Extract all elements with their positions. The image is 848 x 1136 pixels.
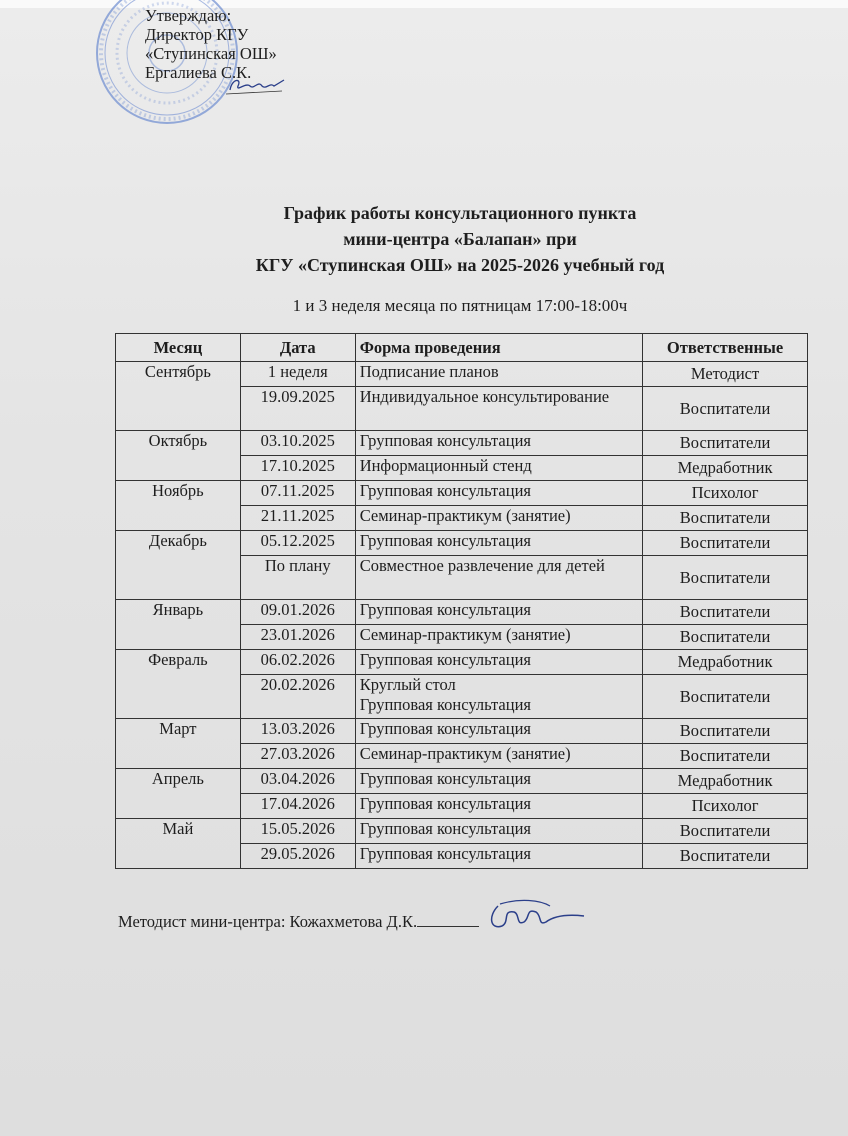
form-cell: Круглый стол Групповая консультация	[355, 675, 642, 719]
table-row	[116, 600, 808, 625]
responsible-cell: Медработник	[643, 456, 808, 481]
date-cell: 07.11.2025	[240, 481, 355, 506]
form-cell: Групповая консультация	[355, 794, 642, 819]
month-cell: Февраль	[116, 650, 241, 719]
table-row	[116, 362, 808, 387]
month-cell: Май	[116, 819, 241, 869]
form-cell: Информационный стенд	[355, 456, 642, 481]
month-cell: Декабрь	[116, 531, 241, 600]
table-row	[116, 769, 808, 794]
header-month: Месяц	[116, 334, 241, 362]
table-row	[116, 531, 808, 556]
schedule-note: 1 и 3 неделя месяца по пятницам 17:00-18:00ч	[292, 296, 628, 315]
date-cell: 29.05.2026	[240, 844, 355, 869]
table-row	[116, 481, 808, 506]
table-row	[116, 431, 808, 456]
responsible-cell: Воспитатели	[643, 506, 808, 531]
date-cell: 09.01.2026	[240, 600, 355, 625]
form-cell: Групповая консультация	[355, 719, 642, 744]
responsible-cell: Воспитатели	[643, 675, 808, 719]
schedule-table	[115, 333, 808, 869]
form-cell: Индивидуальное консультирование	[355, 387, 642, 431]
table-header-row	[116, 334, 808, 362]
form-cell: Групповая консультация	[355, 431, 642, 456]
date-cell: 20.02.2026	[240, 675, 355, 719]
responsible-cell: Воспитатели	[643, 600, 808, 625]
month-cell: Апрель	[116, 769, 241, 819]
responsible-cell: Психолог	[643, 481, 808, 506]
responsible-cell: Воспитатели	[643, 431, 808, 456]
date-cell: 06.02.2026	[240, 650, 355, 675]
form-cell: Групповая консультация	[355, 844, 642, 869]
responsible-cell: Воспитатели	[643, 625, 808, 650]
methodist-name: Методист мини-центра: Кожахметова Д.К.	[118, 912, 418, 931]
approval-line: «Ступинская ОШ»	[145, 44, 277, 63]
responsible-cell: Воспитатели	[643, 819, 808, 844]
table-row	[116, 719, 808, 744]
responsible-cell: Воспитатели	[643, 744, 808, 769]
form-cell: Семинар-практикум (занятие)	[355, 625, 642, 650]
document-title	[120, 200, 800, 278]
date-cell: 17.04.2026	[240, 794, 355, 819]
header-form: Форма проведения	[355, 334, 642, 362]
date-cell: 1 неделя	[240, 362, 355, 387]
responsible-cell: Воспитатели	[643, 531, 808, 556]
responsible-cell: Психолог	[643, 794, 808, 819]
form-cell: Семинар-практикум (занятие)	[355, 506, 642, 531]
month-cell: Октябрь	[116, 431, 241, 481]
form-cell: Подписание планов	[355, 362, 642, 387]
month-cell: Январь	[116, 600, 241, 650]
date-cell: 23.01.2026	[240, 625, 355, 650]
director-signature	[222, 74, 292, 98]
responsible-cell: Методист	[643, 362, 808, 387]
form-cell: Групповая консультация	[355, 650, 642, 675]
month-cell: Март	[116, 719, 241, 769]
responsible-cell: Медработник	[643, 650, 808, 675]
table-row	[116, 650, 808, 675]
date-cell: 03.10.2025	[240, 431, 355, 456]
title-line: мини-центра «Балапан» при	[343, 229, 577, 249]
header-responsible: Ответственные	[643, 334, 808, 362]
approval-line: Ергалиева С.К.	[145, 63, 252, 82]
date-cell: 13.03.2026	[240, 719, 355, 744]
month-cell: Ноябрь	[116, 481, 241, 531]
table-row	[116, 819, 808, 844]
responsible-cell: Медработник	[643, 769, 808, 794]
responsible-cell: Воспитатели	[643, 844, 808, 869]
header-date: Дата	[240, 334, 355, 362]
month-cell: Сентябрь	[116, 362, 241, 431]
responsible-cell: Воспитатели	[643, 387, 808, 431]
date-cell: 05.12.2025	[240, 531, 355, 556]
approval-line: Директор КГУ	[145, 25, 249, 44]
title-line: График работы консультационного пункта	[283, 203, 637, 223]
form-cell: Совместное развлечение для детей	[355, 556, 642, 600]
date-cell: 03.04.2026	[240, 769, 355, 794]
date-cell: 17.10.2025	[240, 456, 355, 481]
responsible-cell: Воспитатели	[643, 556, 808, 600]
form-cell: Групповая консультация	[355, 531, 642, 556]
form-cell: Групповая консультация	[355, 600, 642, 625]
responsible-cell: Воспитатели	[643, 719, 808, 744]
date-cell: По плану	[240, 556, 355, 600]
form-cell: Семинар-практикум (занятие)	[355, 744, 642, 769]
form-cell: Групповая консультация	[355, 819, 642, 844]
form-cell: Групповая консультация	[355, 769, 642, 794]
approval-line: Утверждаю:	[145, 6, 232, 25]
date-cell: 21.11.2025	[240, 506, 355, 531]
methodist-signature-line	[118, 912, 479, 932]
date-cell: 19.09.2025	[240, 387, 355, 431]
date-cell: 15.05.2026	[240, 819, 355, 844]
date-cell: 27.03.2026	[240, 744, 355, 769]
approval-block	[145, 6, 277, 82]
title-line: КГУ «Ступинская ОШ» на 2025-2026 учебный год	[255, 255, 665, 275]
methodist-signature	[480, 896, 590, 940]
form-cell: Групповая консультация	[355, 481, 642, 506]
